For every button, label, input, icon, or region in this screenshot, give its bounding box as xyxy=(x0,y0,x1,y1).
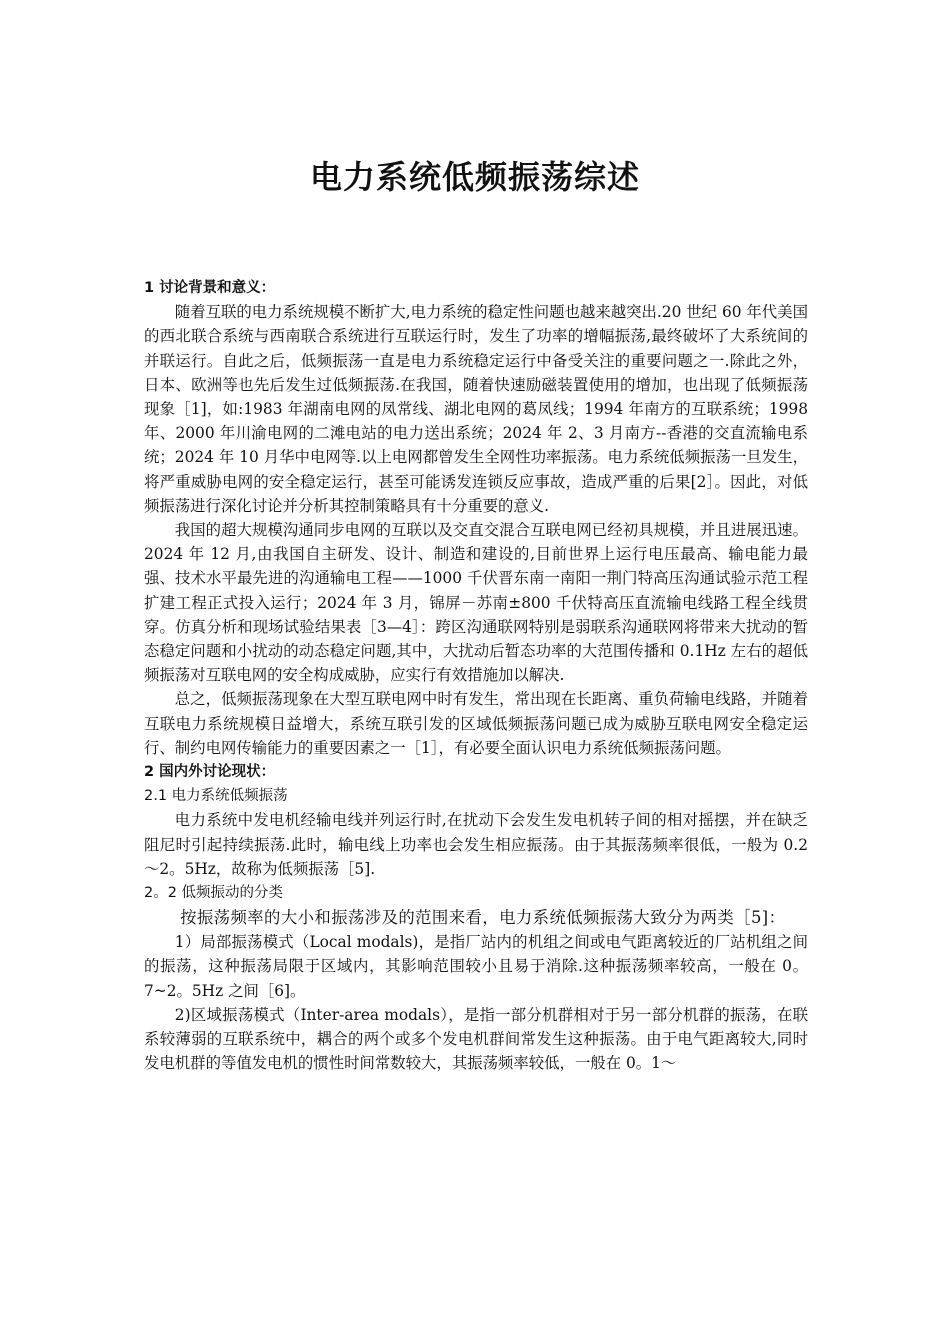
section-2-2-heading: 2。2 低频振动的分类 xyxy=(144,885,284,902)
section-2-heading: 2 国内外讨论现状： xyxy=(144,764,276,781)
section-2-1-heading: 2.1 电力系统低频振荡 xyxy=(144,788,288,805)
document-body xyxy=(144,276,808,1076)
paragraph: 按振荡频率的大小和振荡涉及的范围来看，电力系统低频振荡大致分为两类［5]： xyxy=(180,908,786,928)
paragraph: 随着互联的电力系统规模不断扩大,电力系统的稳定性问题也越来越突出.20 世纪 60 年代美国的西北联合系统与西南联合系统进行互联运行时，发生了功率的增幅振荡,最终破坏了大系统间的并联运行。自此之后，低频振荡一直是电力系统稳定运行中备受关注的重要问题之一.除此之外，日本、欧洲等也先后发生过低频振荡.在我国，随着快速励磁装置使用的增加，也出现了低频振荡现象［1]，如:1983 年湖南电网的凤常线、湖北电网的葛凤线；1994 年南方的互联系统；1998 年、2000 年川渝电网的二滩电站的电力送出系统；2024 年 2、3 月南方--香港的交直流输电系统；2024 年 10 月华中电网等.以上电网都曾发生全网性功率振荡。电力系统低频振荡一旦发生，将严重威胁电网的安全稳定运行，甚至可能诱发连锁反应事故，造成严重的后果[2］。因此，对低频振荡进行深化讨论并分析其控制策略具有十分重要的意义. xyxy=(144,303,808,515)
paragraph: 电力系统中发电机经输电线并列运行时,在扰动下会发生发电机转子间的相对摇摆，并在缺乏阻尼时引起持续振荡.此时，输电线上功率也会发生相应振荡。由于其振荡频率很低，一般为 0.2～2。5Hz，故称为低频振荡［5]. xyxy=(144,811,808,878)
document-title: 电力系统低频振荡综述 xyxy=(309,158,640,196)
paragraph: 总之，低频振荡现象在大型互联电网中时有发生，常出现在长距离、重负荷输电线路，并随着互联电力系统规模日益增大，系统互联引发的区域低频振荡问题已成为威胁互联电网安全稳定运行、制约电网传输能力的重要因素之一［1］，有必要全面认识电力系统低频振荡问题。 xyxy=(144,690,808,757)
section-1-heading: 1 讨论背景和意义： xyxy=(144,280,276,296)
paragraph: 我国的超大规模沟通同步电网的互联以及交直交混合互联电网已经初具规模，并且进展迅速。2024 年 12 月,由我国自主研发、设计、制造和建设的,目前世界上运行电压最高、输电能力最强、技术水平最先进的沟通输电工程——1000 千伏晋东南一南阳一荆门特高压沟通试验示范工程扩建工程正式投入运行；2024 年 3 月，锦屏－苏南±800 千伏特高压直流输电线路工程全线贯穿。仿真分析和现场试验结果表［3—4］：跨区沟通联网特别是弱联系沟通联网将带来大扰动的暂态稳定问题和小扰动的动态稳定问题,其中，大扰动后暂态功率的大范围传播和 0.1Hz 左右的超低频振荡对互联电网的安全构成威胁，应实行有效措施加以解决. xyxy=(144,521,808,685)
paragraph: 1）局部振荡模式（Local modals)，是指厂站内的机组之间或电气距离较近的厂站机组之间的振荡，这种振荡局限于区域内，其影响范围较小且易于消除.这种振荡频率较高，一般在 0。7~2。5Hz 之间［6]。 xyxy=(144,933,808,1000)
paragraph: 2)区域振荡模式（Inter-area modals），是指一部分机群相对于另一部分机群的振荡，在联系较薄弱的互联系统中，耦合的两个或多个发电机群间常发生这种振荡。由于电气距离较大,同时发电机群的等值发电机的惯性时间常数较大，其振荡频率较低，一般在 0。1～ xyxy=(144,1005,808,1073)
